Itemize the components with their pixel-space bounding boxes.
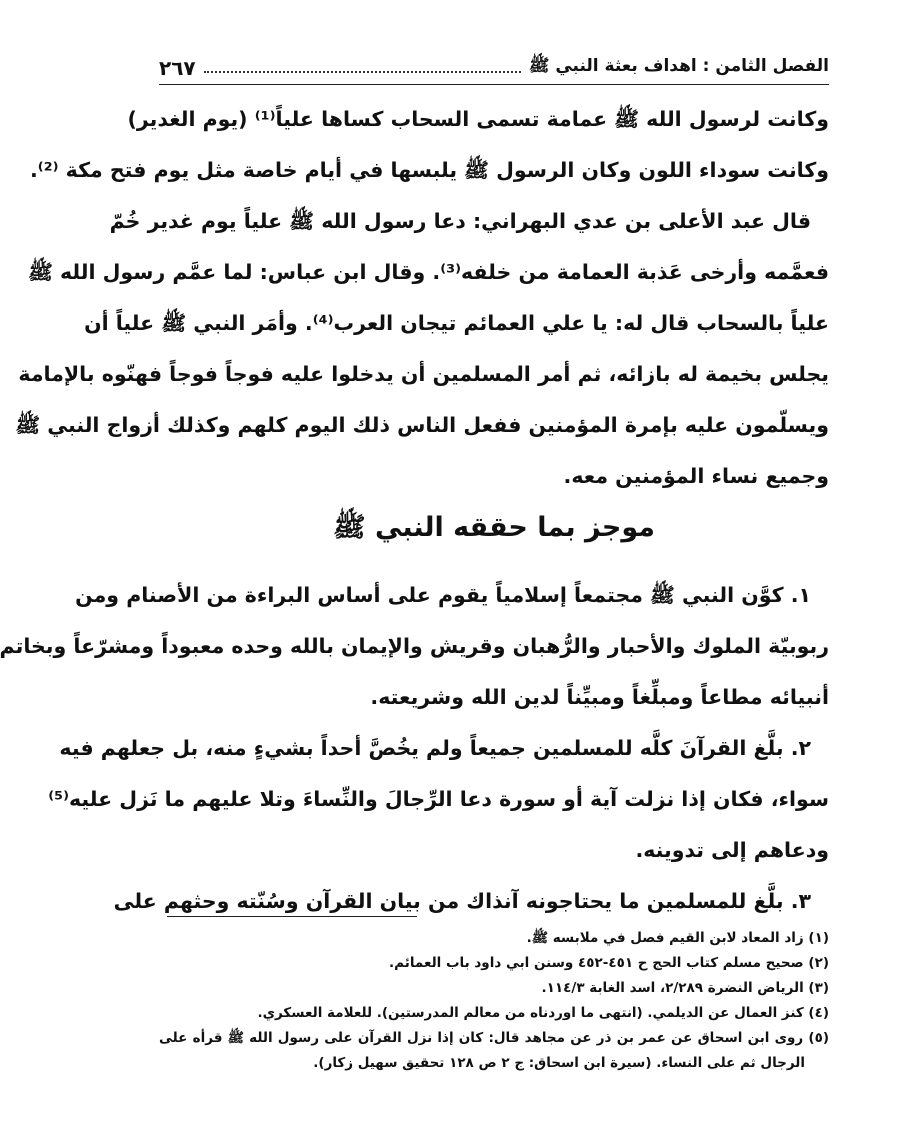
body-line: وكانت سوداء اللون وكان الرسول ﷺ يلبسها في أيام خاصة مثل يوم فتح مكة ⁽²⁾. — [29, 158, 829, 182]
body-line: فعمَّمه وأرخى عَذبة العمامة من خلفه⁽³⁾. وقال ابن عباس: لما عمَّم رسول الله ﷺ — [28, 260, 829, 284]
footnote: (١) زاد المعاد لابن القيم فصل في ملابسه ﷺ. — [526, 930, 829, 946]
footnote: (٤) كنز العمال عن الديلمي. (انتهى ما اوردناه من معالم المدرستين). للعلامة العسكري. — [257, 1005, 829, 1021]
achievements-list — [0, 570, 829, 927]
footnote-separator — [167, 916, 417, 917]
body-line: ويسلّمون عليه بإمرة المؤمنين ففعل الناس ذلك اليوم كلهم وكذلك أزواج النبي ﷺ — [15, 413, 829, 437]
header-rule — [159, 84, 829, 85]
list-item-line: أنبيائه مطاعاً ومبلِّغاً ومبيِّناً لدين الله وشريعته. — [370, 685, 829, 709]
footnote-continuation: الرجال ثم على النساء. (سيرة ابن اسحاق: ج ٢ ص ١٢٨ تحقيق سهيل زكار). — [313, 1055, 805, 1071]
section-heading: موجز بما حققه النبي ﷺ — [333, 512, 655, 543]
list-item-line: ربوبيّة الملوك والأحبار والرُّهبان وقريش والإيمان بالله وحده معبوداً ومشرّعاً وبخاتم — [0, 634, 829, 658]
page-number: ٢٦٧ — [159, 56, 196, 80]
running-header — [159, 44, 829, 80]
body-line: يجلس بخيمة له بازائه، ثم أمر المسلمين أن يدخلوا عليه فوجاً فوجاً فهنّوه بالإمامة — [18, 362, 829, 386]
footnote: (٣) الرياض النضرة ٢/٢٨٩، اسد الغابة ١١٤/٣. — [541, 980, 829, 996]
chapter-title: الفصل الثامن : اهداف بعثة النبي ﷺ — [528, 56, 829, 76]
footnote: (٥) روى ابن اسحاق عن عمر بن ذر عن مجاهد قال: كان إذا نزل القرآن على رسول الله ﷺ قرأه على — [159, 1030, 829, 1046]
body-text — [15, 94, 829, 502]
header-dot-leader — [204, 71, 521, 73]
list-item-line: ١. كوَّن النبي ﷺ مجتمعاً إسلامياً يقوم على أساس البراءة من الأصنام ومن — [75, 583, 811, 607]
list-item-line: سواء، فكان إذا نزلت آية أو سورة دعا الرِّجالَ والنِّساءَ وتلا عليهم ما نَزل عليه⁽⁵⁾ — [48, 787, 829, 811]
footnotes — [159, 926, 829, 1076]
footnote: (٢) صحيح مسلم كتاب الحج ح ٤٥١-٤٥٢ وسنن ابي داود باب العمائم. — [389, 955, 829, 971]
body-line: قال عبد الأعلى بن عدي البهراني: دعا رسول الله ﷺ علياً يوم غدير خُمّ — [109, 209, 811, 233]
list-item-line: ودعاهم إلى تدوينه. — [635, 838, 829, 862]
body-line: وكانت لرسول الله ﷺ عمامة تسمى السحاب كساها علياً⁽¹⁾ (يوم الغدير) — [127, 107, 829, 131]
body-line: علياً بالسحاب قال له: يا علي العمائم تيجان العرب⁽⁴⁾. وأمَر النبي ﷺ علياً أن — [84, 311, 829, 335]
body-line: وجميع نساء المؤمنين معه. — [563, 464, 829, 488]
list-item-line: ٣. بلَّغ للمسلمين ما يحتاجونه آنذاك من بيان القرآن وسُنّته وحثهم على — [113, 889, 811, 913]
list-item-line: ٢. بلَّغ القرآنَ كلَّه للمسلمين جميعاً ولم يخُصَّ أحداً بشيءٍ منه، بل جعلهم فيه — [59, 736, 811, 760]
